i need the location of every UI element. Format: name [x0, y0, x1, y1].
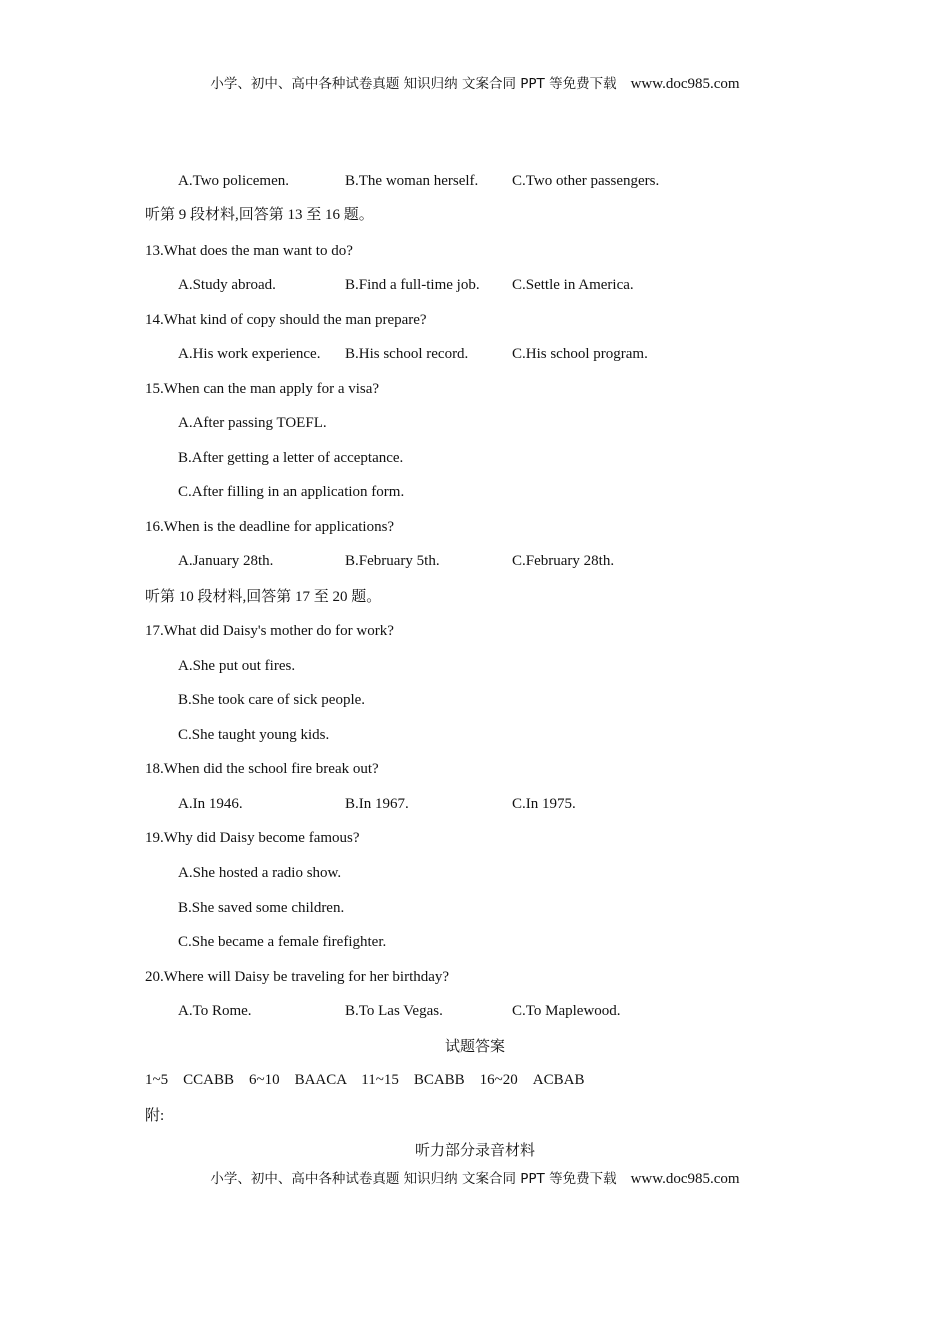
- section-heading: [0, 1141, 950, 1161]
- question-line: [0, 759, 950, 779]
- question-text: 13.What does the man want to do?: [145, 243, 353, 259]
- option-b: B.The woman herself.: [345, 173, 479, 189]
- option: B.She took care of sick people.: [178, 692, 366, 708]
- option: B.She saved some children.: [178, 900, 345, 916]
- option-a: A.To Rome.: [178, 1003, 252, 1019]
- option-row: [0, 171, 950, 191]
- question-text: 18.When did the school fire break out?: [145, 761, 379, 777]
- question-line: [0, 1106, 950, 1126]
- option-a: A.January 28th.: [178, 553, 274, 569]
- question-text: 听第 10 段材料,回答第 17 至 20 题。: [145, 589, 382, 605]
- option-row: [0, 344, 950, 364]
- option: C.She became a female firefighter.: [178, 934, 387, 950]
- footer-banner: [0, 1168, 950, 1189]
- section-heading: [0, 1037, 950, 1057]
- question-line: [0, 241, 950, 261]
- option-a: A.His work experience.: [178, 346, 321, 362]
- option-c: C.Two other passengers.: [512, 173, 660, 189]
- option-line: [0, 656, 950, 676]
- option-line: [0, 863, 950, 883]
- option: B.After getting a letter of acceptance.: [178, 450, 404, 466]
- option-c: C.Settle in America.: [512, 277, 634, 293]
- option-a: A.Two policemen.: [178, 173, 290, 189]
- option-line: [0, 413, 950, 433]
- header-url[interactable]: www.doc985.com: [630, 76, 740, 92]
- option-b: B.His school record.: [345, 346, 469, 362]
- option-line: [0, 690, 950, 710]
- question-text: 15.When can the man apply for a visa?: [145, 381, 380, 397]
- question-line: [0, 587, 950, 607]
- question-line: [0, 828, 950, 848]
- option-c: C.In 1975.: [512, 796, 576, 812]
- question-text: 17.What did Daisy's mother do for work?: [145, 623, 394, 639]
- option-b: B.February 5th.: [345, 553, 440, 569]
- option-line: [0, 898, 950, 918]
- footer-text: 小学、初中、高中各种试卷真题 知识归纳 文案合同 PPT 等免费下载: [210, 1171, 617, 1187]
- question-text: 20.Where will Daisy be traveling for her birthday?: [145, 969, 450, 985]
- option-row: [0, 1001, 950, 1021]
- question-line: [0, 967, 950, 987]
- option-row: [0, 551, 950, 571]
- option-c: C.February 28th.: [512, 553, 615, 569]
- footer-url[interactable]: www.doc985.com: [630, 1171, 740, 1187]
- option-line: [0, 725, 950, 745]
- option: C.She taught young kids.: [178, 727, 330, 743]
- option-b: B.To Las Vegas.: [345, 1003, 443, 1019]
- header-text: 小学、初中、高中各种试卷真题 知识归纳 文案合同 PPT 等免费下载: [210, 76, 617, 92]
- question-text: 附:: [145, 1108, 165, 1124]
- question-line: [0, 517, 950, 537]
- question-text: 14.What kind of copy should the man prepare?: [145, 312, 427, 328]
- heading-text: 听力部分录音材料: [414, 1143, 535, 1159]
- option-a: A.Study abroad.: [178, 277, 276, 293]
- question-line: [0, 621, 950, 641]
- header-banner: [0, 73, 950, 94]
- option-b: B.Find a full-time job.: [345, 277, 480, 293]
- question-line: [0, 310, 950, 330]
- option-a: A.In 1946.: [178, 796, 243, 812]
- answer-key-text: 1~5 CCABB 6~10 BAACA 11~15 BCABB 16~20 ACBAB: [145, 1072, 585, 1088]
- option: A.After passing TOEFL.: [178, 415, 327, 431]
- answer-key: [0, 1070, 950, 1090]
- option-line: [0, 448, 950, 468]
- option-line: [0, 482, 950, 502]
- option-b: B.In 1967.: [345, 796, 409, 812]
- option-row: [0, 275, 950, 295]
- question-line: [0, 205, 950, 225]
- question-line: [0, 379, 950, 399]
- question-text: 16.When is the deadline for applications?: [145, 519, 395, 535]
- question-text: 听第 9 段材料,回答第 13 至 16 题。: [145, 207, 374, 223]
- option-c: C.His school program.: [512, 346, 648, 362]
- option-row: [0, 794, 950, 814]
- option: A.She put out fires.: [178, 658, 296, 674]
- option: C.After filling in an application form.: [178, 484, 405, 500]
- option-line: [0, 932, 950, 952]
- option: A.She hosted a radio show.: [178, 865, 342, 881]
- option-c: C.To Maplewood.: [512, 1003, 621, 1019]
- question-text: 19.Why did Daisy become famous?: [145, 830, 360, 846]
- heading-text: 试题答案: [444, 1039, 505, 1055]
